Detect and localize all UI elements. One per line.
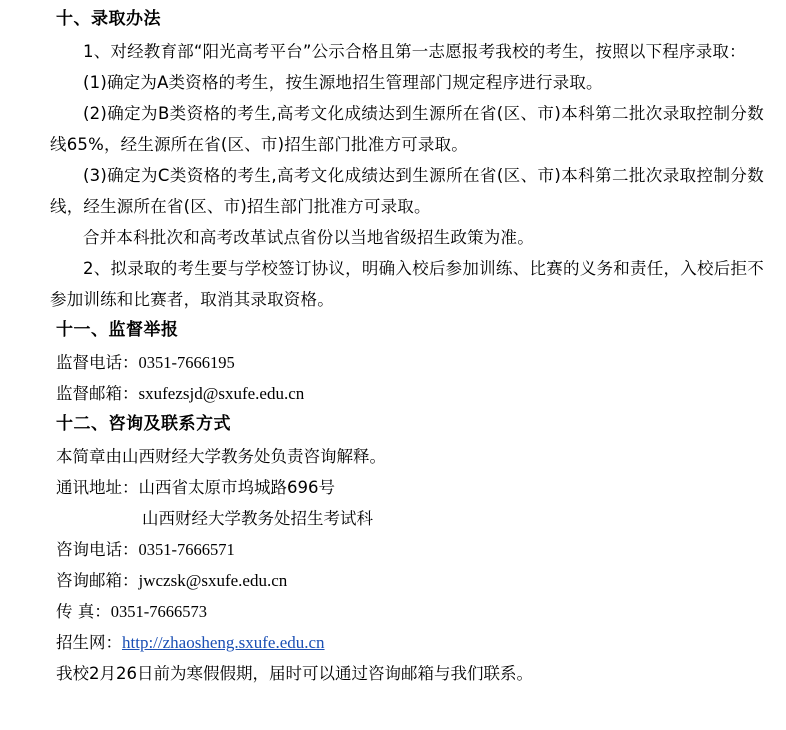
- contact-email-value: jwczsk@sxufe.edu.cn: [138, 571, 288, 590]
- contact-phone-value: 0351-7666571: [138, 540, 235, 559]
- supervision-phone-row: [50, 347, 764, 378]
- paragraph-admission-type-b: (2)确定为B类资格的考生,高考文化成绩达到生源所在省(区、市)本科第二批次录取控制分数线65%，经生源所在省(区、市)招生部门批准方可录取。: [50, 104, 764, 154]
- paragraph-admission-2: 2、拟录取的考生要与学校签订协议，明确入校后参加训练、比赛的义务和责任，入校后拒不参加训练和比赛者，取消其录取资格。: [50, 259, 764, 309]
- paragraph-admission-merged-batch: 合并本科批次和高考改革试点省份以当地省级招生政策为准。: [83, 228, 534, 247]
- supervision-email-label: 监督邮箱：: [56, 384, 139, 403]
- contact-address-row: [50, 472, 764, 503]
- contact-website-label: 招生网：: [56, 633, 122, 652]
- section-heading-admission-method: 十、录取办法: [56, 9, 161, 29]
- supervision-phone-value: 0351-7666195: [138, 353, 235, 372]
- contact-fax-value: 0351-7666573: [110, 602, 207, 621]
- section-heading-supervision-report: 十一、监督举报: [56, 320, 179, 340]
- paragraph-admission-1: 1、对经教育部“阳光高考平台”公示合格且第一志愿报考我校的考生，按照以下程序录取：: [83, 42, 746, 61]
- contact-fax-label: 传 真：: [56, 602, 111, 621]
- supervision-email-value: sxufezsjd@sxufe.edu.cn: [138, 384, 305, 403]
- contact-fax-row: [50, 596, 764, 627]
- contact-intro: 本简章由山西财经大学教务处负责咨询解释。: [56, 447, 386, 466]
- contact-email-row: [50, 565, 764, 596]
- section-heading-contact: 十二、咨询及联系方式: [56, 414, 231, 434]
- supervision-email-row: [50, 378, 764, 409]
- contact-address-label: 通讯地址：: [56, 478, 139, 497]
- supervision-phone-label: 监督电话：: [56, 353, 139, 372]
- contact-email-label: 咨询邮箱：: [56, 571, 139, 590]
- contact-phone-label: 咨询电话：: [56, 540, 139, 559]
- paragraph-admission-type-a: (1)确定为A类资格的考生，按生源地招生管理部门规定程序进行录取。: [83, 73, 603, 92]
- paragraph-admission-type-c: (3)确定为C类资格的考生,高考文化成绩达到生源所在省(区、市)本科第二批次录取控制分数线，经生源所在省(区、市)招生部门批准方可录取。: [50, 166, 764, 216]
- contact-closing-note: 我校2月26日前为寒假假期，届时可以通过咨询邮箱与我们联系。: [56, 664, 533, 683]
- contact-address-value: 山西省太原市坞城路696号: [138, 478, 335, 497]
- admissions-website-link[interactable]: http://zhaosheng.sxufe.edu.cn: [122, 633, 325, 652]
- contact-phone-row: [50, 534, 764, 565]
- contact-address-continuation: 山西财经大学教务处招生考试科: [142, 509, 373, 528]
- contact-website-row: [50, 627, 764, 658]
